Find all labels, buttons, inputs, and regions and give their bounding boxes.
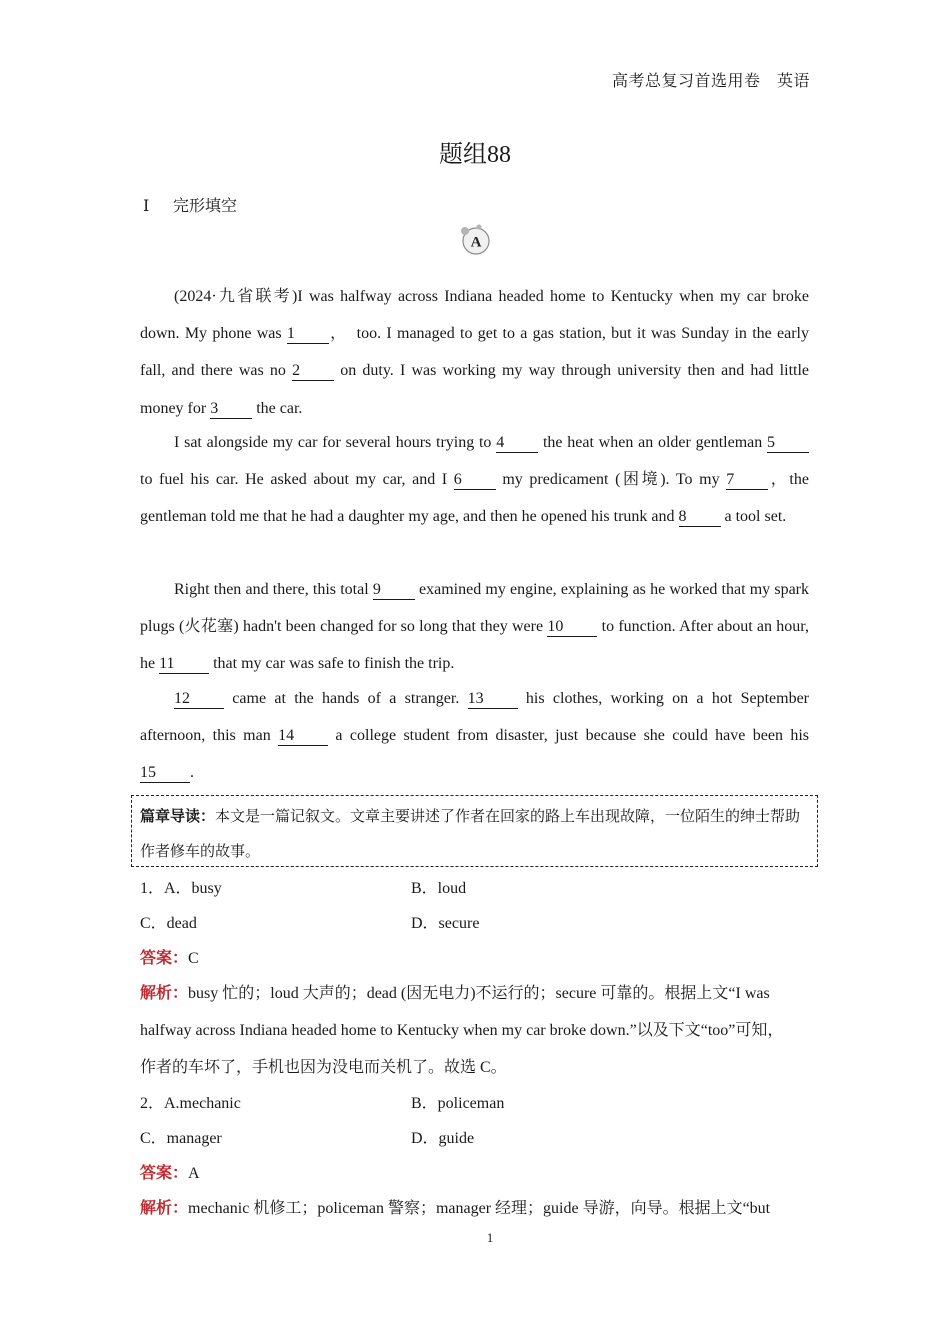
guide-label: 篇章导读： — [140, 809, 216, 825]
q1-option-c: C．dead — [140, 915, 197, 932]
blank-14: 14 — [278, 727, 328, 746]
blank-15: 15 — [140, 764, 190, 783]
q2-explanation-line-1: 解析：mechanic 机修工；policeman 警察；manager 经理；guide 导游，向导。根据上文“but — [140, 1200, 771, 1217]
q1-option-b: B．loud — [411, 880, 467, 897]
blank-9: 9 — [373, 581, 415, 600]
q2-option-b: B．policeman — [411, 1095, 505, 1112]
q2-answer-value: A — [188, 1165, 200, 1182]
blank-4: 4 — [496, 434, 538, 453]
passage-paragraph-4: 12 came at the hands of a stranger. 13 his clothes, working on a hot September afternoon, this man 14 a college student from disaster, just because she could have been his 15 . — [140, 690, 809, 782]
blank-1: 1 — [287, 325, 329, 344]
blank-5: 5 — [767, 434, 809, 453]
q1-explanation-label: 解析： — [140, 985, 189, 1002]
q2-answer — [140, 1160, 812, 1183]
blank-8: 8 — [679, 508, 721, 527]
q1-option-a: 1．A．busy — [140, 880, 222, 897]
q1-answer — [140, 945, 812, 968]
page-number: 1 — [486, 1230, 494, 1245]
blank-7: 7 — [726, 471, 768, 490]
passage-paragraph-3: Right then and there, this total 9 examined my engine, explaining as he worked that my spark plugs (火花塞) hadn't been changed for so long that they were 10 to function. After about an hour, he 11 that my car was safe to finish the trip. — [140, 581, 809, 673]
badge-label: A — [470, 234, 482, 251]
q1-answer-value: C — [188, 950, 199, 967]
passage-paragraph-1: (2024·九省联考)I was halfway across Indiana headed home to Kentucky when my car broke down. My phone was 1 ， too. I managed to get to a gas station, but it was Sunday in the early fall, and there was no 2 on duty. I was working my way through university then and had little money for 3 the car. — [140, 288, 810, 417]
blank-11: 11 — [159, 655, 209, 674]
q1-explanation-line-2: halfway across Indiana headed home to Kentucky when my car broke down.”以及下文“too”可知， — [140, 1022, 784, 1039]
blank-2: 2 — [292, 362, 334, 381]
blank-13: 13 — [468, 690, 518, 709]
guide-text: 本文是一篇记叙文。文章主要讲述了作者在回家的路上车出现故障，一位陌生的绅士帮助作者修车的故事。 — [140, 809, 801, 860]
q1-explanation-line-3: 作者的车坏了，手机也因为没电而关机了。故选 C。 — [140, 1059, 507, 1076]
q1-explanation-line-1: 解析：busy 忙的；loud 大声的；dead (因无电力)不运行的；secure 可靠的。根据上文“I was — [140, 985, 770, 1002]
passage-paragraph-2: I sat alongside my car for several hours trying to 4 the heat when an older gentleman 5 to fuel his car. He asked about my car, and I 6 my predicament (困境). To my 7 ，the gentleman told me that he had a daughter my age, and then he opened his trunk and 8 a tool set. — [140, 434, 809, 526]
q1-answer-label: 答案： — [140, 950, 189, 967]
q2-option-a: 2．A.mechanic — [140, 1095, 241, 1112]
passage-a-badge — [459, 224, 491, 256]
header-title: 高考总复习首选用卷 英语 — [611, 73, 810, 90]
q2-explanation-label: 解析： — [140, 1200, 189, 1217]
q1-option-d: D．secure — [411, 915, 480, 932]
page-title: 题组88 — [439, 142, 511, 168]
blank-3: 3 — [210, 400, 252, 419]
blank-10: 10 — [547, 618, 597, 637]
chapter-guide-box — [131, 795, 818, 867]
section-number: Ⅰ — [143, 198, 150, 215]
q2-option-c: C．manager — [140, 1130, 222, 1147]
section-heading — [143, 193, 237, 216]
q2-answer-label: 答案： — [140, 1165, 189, 1182]
blank-6: 6 — [454, 471, 496, 490]
section-label: 完形填空 — [173, 198, 238, 215]
q2-option-d: D．guide — [411, 1130, 475, 1147]
blank-12: 12 — [174, 690, 224, 709]
